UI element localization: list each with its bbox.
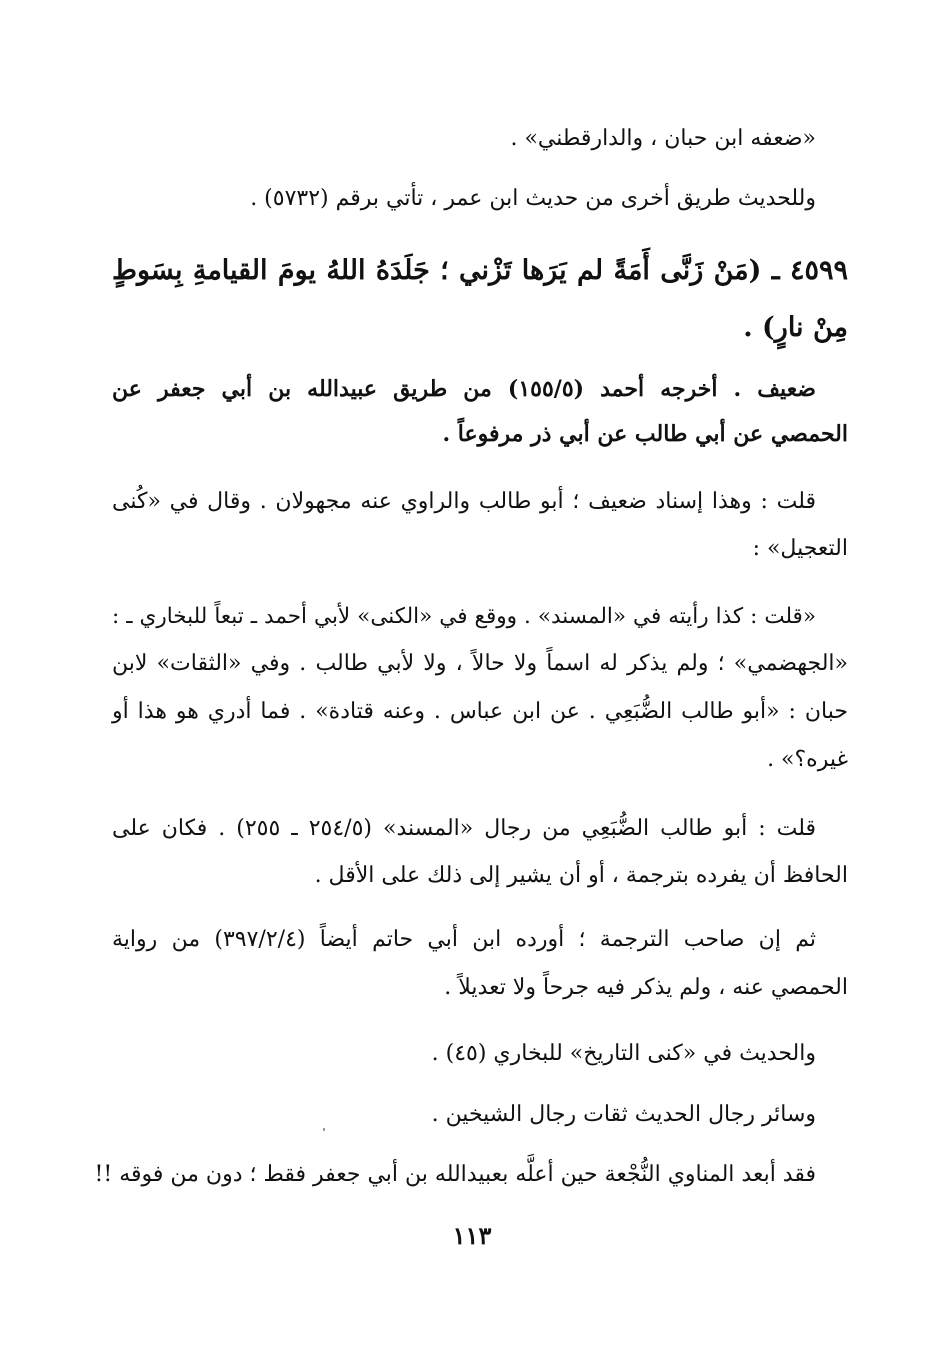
text-line: ضعيف . أخرجه أحمد (١٥٥/٥) من طريق عبيدالله بن أبي جعفر عن (112, 376, 816, 402)
text-line: وسائر رجال الحديث ثقات رجال الشيخين . (431, 1102, 816, 1127)
text-line: والحديث في «كنى التاريخ» للبخاري (٤٥) . (431, 1041, 816, 1066)
scan-speck (323, 1128, 325, 1131)
text-line: غيره؟» . (767, 747, 848, 772)
text-line: «ضعفه ابن حبان ، والدارقطني» . (510, 126, 816, 151)
text-line: قلت : وهذا إسناد ضعيف ؛ أبو طالب والراوي عنه مجهولان . وقال في «كُنى (112, 489, 816, 514)
hadith-heading-line: مِنْ نارٍ) . (743, 312, 848, 343)
text-line: «الجهضمي» ؛ ولم يذكر له اسماً ولا حالاً ، ولا لأبي طالب . وفي «الثقات» لابن (112, 651, 848, 676)
page-number: ١١٣ (452, 1221, 492, 1250)
text-line: الحمصي عن أبي طالب عن أبي ذر مرفوعاً . (442, 421, 848, 447)
text-line: الحمصي عنه ، ولم يذكر فيه جرحاً ولا تعديلاً . (444, 975, 848, 1000)
text-line: الحافظ أن يفرده بترجمة ، أو أن يشير إلى ذلك على الأقل . (314, 863, 848, 888)
text-line: حبان : «أبو طالب الضُّبَعِي . عن ابن عباس . وعنه قتادة» . فما أدري هو هذا أو (112, 699, 848, 724)
text-line: ثم إن صاحب الترجمة ؛ أورده ابن أبي حاتم أيضاً (٣٩٧/٢/٤) من رواية (112, 927, 817, 952)
text-line: التعجيل» : (752, 536, 848, 561)
text-line: «قلت : كذا رأيته في «المسند» . ووقع في «الكنى» لأبي أحمد ـ تبعاً للبخاري ـ : (112, 604, 816, 629)
text-line: وللحديث طريق أخرى من حديث ابن عمر ، تأتي برقم (٥٧٣٢) . (250, 186, 816, 211)
hadith-heading-line: ٤٥٩٩ ـ (مَنْ زَنَّى أَمَةً لم يَرَها تَزْني ؛ جَلَدَهُ اللهُ يومَ القيامةِ بِسَوطٍ (112, 255, 848, 286)
text-line: قلت : أبو طالب الضُّبَعِي من رجال «المسند» (٢٥٤/٥ ـ ٢٥٥) . فكان على (112, 816, 817, 841)
text-line: فقد أبعد المناوي النُّجْعة حين أعلَّه بعبيدالله بن أبي جعفر فقط ؛ دون من فوقه !! (94, 1162, 816, 1187)
